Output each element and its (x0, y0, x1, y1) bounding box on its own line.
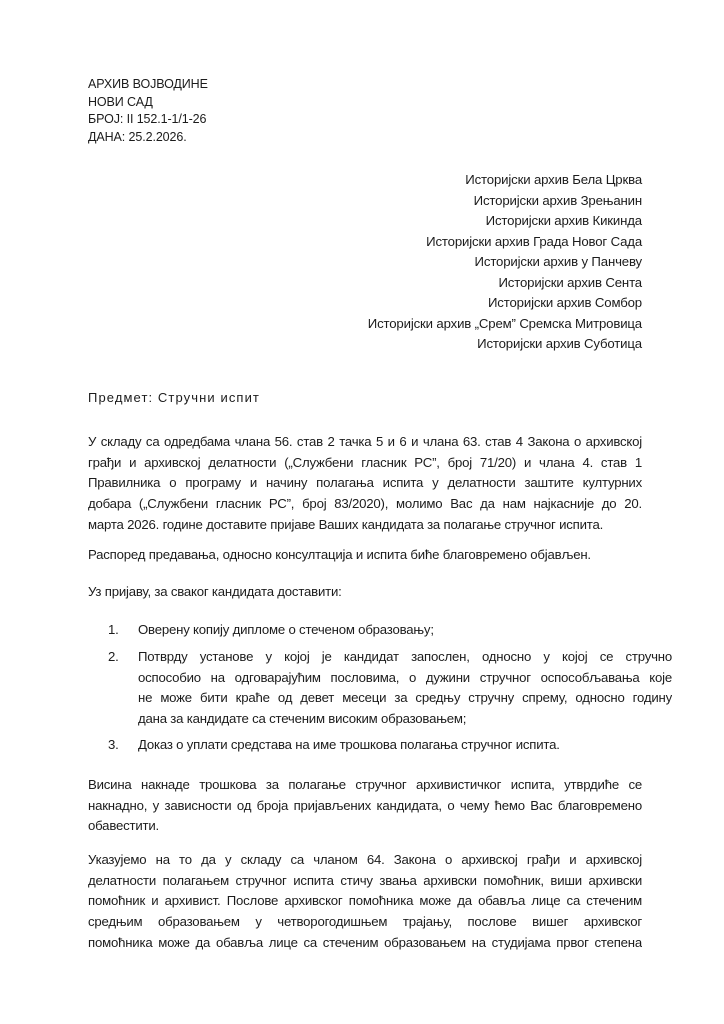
paragraph-line: средњим образовањем у четворогодишњем трајању, послове вишег архивског (88, 914, 642, 930)
recipient: Историјски архив Бела Црква (465, 172, 642, 187)
paragraph-line: добара („Службени гласник РС”, број 83/2020), молимо Вас да нам најкасније до 20. (88, 496, 642, 512)
paragraph-line: марта 2026. године доставите пријаве Ваших кандидата за полагање стручног испита. (88, 516, 604, 532)
list-number: 1. (108, 622, 119, 637)
paragraph-line: помоћника може да обавља лице са стеченим образовањем на студијама првог степена (88, 934, 642, 950)
paragraph-line: Правилника о програму и начину полагања испита у делатности заштите културних (88, 475, 642, 491)
paragraph-line: помоћник и архивист. Послове архивског помоћника може да обавља лице са стеченим (88, 893, 642, 909)
paragraph-line: Распоред предавања, односно консултација и испита биће благовремено објављен. (88, 547, 591, 562)
recipient: Историјски архив у Панчеву (474, 254, 642, 269)
recipient: Историјски архив Кикинда (485, 213, 642, 228)
fee-paragraph (88, 775, 642, 837)
paragraph-line: накнадно, у зависности од броја пријављених кандидата, о чему ћемо Вас благовремено (88, 797, 642, 813)
list-item-line: Доказ о уплати средстава на име трошкова полагања стручног испита. (138, 737, 560, 752)
list-number: 3. (108, 737, 119, 752)
recipient: Историјски архив Зрењанин (473, 192, 642, 208)
recipient: Историјски архив Суботица (477, 336, 642, 351)
paragraph-line: У складу са одредбама члана 56. став 2 тачка 5 и 6 и члана 63. став 4 Закона о архивској (88, 434, 642, 449)
document-number: БРОЈ: II 152.1-1/1-26 (88, 112, 207, 126)
recipient: Историјски архив Сомбор (487, 295, 642, 310)
recipient: Историјски архив Града Новог Сада (426, 233, 642, 249)
recipient: Историјски архив Сента (498, 274, 642, 290)
sender-institution: АРХИВ ВОЈВОДИНЕ (88, 77, 208, 91)
paragraph-line: Указујемо на то да у складу са чланом 64. Закона о архивској грађи и архивској (88, 852, 642, 867)
list-number: 2. (108, 649, 119, 664)
sender-city: НОВИ САД (88, 94, 153, 109)
list-item (108, 735, 672, 756)
list-item (108, 620, 672, 641)
list-item-line: дана за кандидате са стеченим високим образовањем; (138, 711, 467, 727)
paragraph-line: грађи и архивској делатности („Службени гласник РС”, број 71/20) и члана 4. став 1 (88, 454, 642, 470)
list-item-content (138, 647, 672, 730)
list-item-line: не може бити краће од девет месеци за средњу стручну спрему, односно годину (138, 690, 672, 706)
attachments-intro-paragraph (88, 582, 642, 603)
list-item-line: оспособио на одговарајућим пословима, о дужини стручног оспособљавања које (138, 669, 672, 685)
intro-paragraph (88, 432, 642, 535)
list-item-content (138, 735, 672, 756)
list-item-content (138, 620, 672, 641)
recipient: Историјски архив „Срем” Сремска Митровица (367, 315, 642, 331)
list-item (108, 647, 672, 730)
schedule-paragraph (88, 545, 642, 566)
list-item-line: Оверену копију дипломе о стеченом образовању; (138, 622, 434, 637)
paragraph-line: Висина накнаде трошкова за полагање стручног архивистичког испита, утврдиће се (88, 777, 642, 792)
notice-paragraph (88, 850, 642, 953)
paragraph-line: Уз пријаву, за сваког кандидата доставити: (88, 584, 342, 599)
paragraph-line: обавестити. (88, 818, 159, 834)
list-item-line: Потврду установе у којој је кандидат запослен, односно у којој се стручно (138, 649, 672, 664)
subject-line: Предмет: Стручни испит (88, 390, 260, 405)
document-date: ДАНА: 25.2.2026. (88, 129, 187, 144)
recipient-list (368, 170, 642, 355)
paragraph-line: делатности полагањем стручног испита стичу звања архивски помоћник, виши архивски (88, 872, 642, 888)
sender-header (88, 76, 208, 146)
